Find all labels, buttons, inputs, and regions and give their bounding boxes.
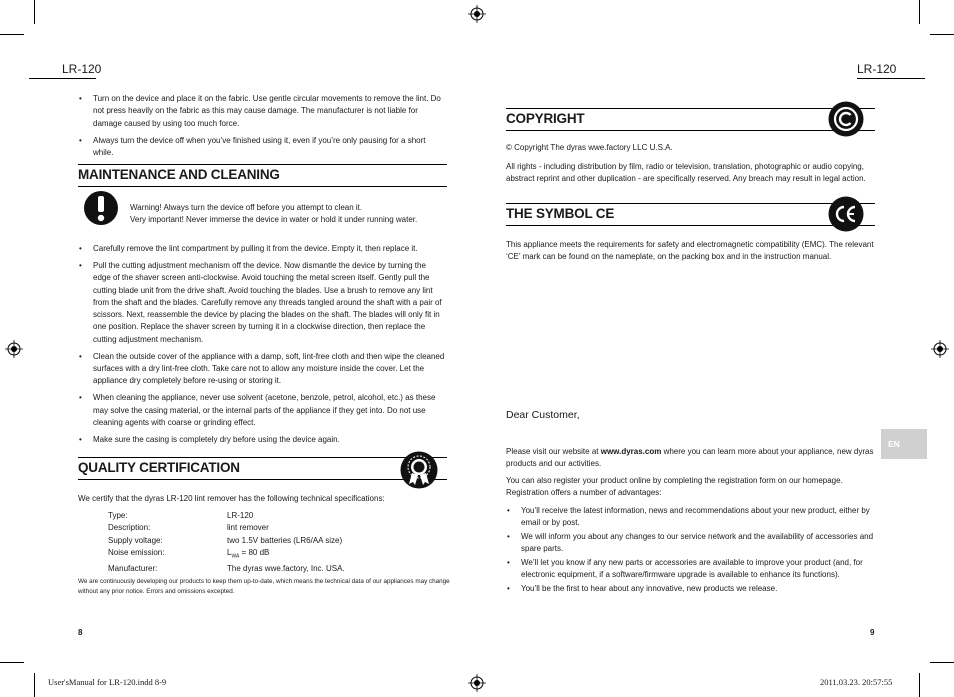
visit-text-pre: Please visit our website at (506, 447, 601, 456)
crop-mark (930, 34, 954, 35)
warning-text (130, 202, 450, 226)
header-rule (29, 78, 96, 79)
copyright-text: All rights - including distribution by film, radio or television, translation, photographic or audio copying, abstract reprint and other duplication - are specifically reserved. Any breach may result in legal action. (506, 162, 866, 183)
crop-mark (0, 34, 24, 35)
list-item: • When cleaning the appliance, never use solvent (acetone, benzole, petrol, alcohol, etc.) as these may solve the casing material, or the internal parts of the appliance if they get into. Do not use cleaning agents with coarse or grinding effect. (79, 392, 445, 429)
maintenance-list (79, 243, 445, 451)
spec-value-subscript: WA (231, 553, 240, 560)
list-item: • Always turn the device off when you’ve finished using it, even if you’re only pausing for a short while. (79, 135, 445, 160)
spec-label: Noise emission: (108, 547, 165, 557)
registration-mark-icon (931, 340, 949, 358)
section-rule (506, 203, 875, 204)
list-item: • Turn on the device and place it on the fabric. Use gentle circular movements to remove the lint. Do not press heavily on the fabric as this may cause damage. The manufacturer is not liable for damage caused by using too much force. (79, 93, 445, 130)
spec-value: lint remover (227, 523, 269, 533)
list-item: • You’ll be the first to hear about any innovative, new products we release. (507, 583, 875, 595)
ce-text: This appliance meets the requirements for safety and electromagnetic compatibility (EMC). The relevant ‘CE’ mark can be found on the nameplate, on the packing box and in the instruction manual. (506, 240, 874, 261)
crop-mark (34, 673, 35, 697)
spec-table (108, 510, 345, 575)
list-item: • Make sure the casing is completely dry before using the device again. (79, 434, 445, 446)
spec-value-tail: = 80 dB (239, 547, 270, 557)
registration-mark-icon (468, 5, 486, 23)
ce-mark-icon (828, 196, 864, 232)
section-rule (78, 457, 447, 458)
list-item: • We will inform you about any changes to our service network and the availability of accessories and spare parts. (507, 531, 875, 556)
warning-line: Warning! Always turn the device off before you attempt to clean it. (130, 203, 363, 212)
section-rule (78, 186, 447, 187)
spec-label: Manufacturer: (108, 563, 158, 573)
website-link[interactable]: www.dyras.com (600, 447, 662, 456)
crop-mark (0, 662, 24, 663)
language-tab: EN (881, 429, 927, 459)
spec-value: two 1.5V batteries (LR6/AA size) (227, 535, 343, 545)
spec-row (108, 547, 345, 563)
spec-label: Supply voltage: (108, 535, 163, 545)
spec-label: Type: (108, 511, 128, 520)
warning-line: Very important! Never immerse the device in water or hold it under running water. (130, 215, 418, 224)
spec-row (108, 522, 345, 534)
list-item: • We’ll let you know if any new parts or accessories are available to improve your product (and, for electronic equipment, if a software/firmware upgrade is available to enhance its functions). (507, 557, 875, 582)
section-rule (506, 225, 875, 226)
crop-mark (930, 662, 954, 663)
page-number: 8 (78, 628, 83, 637)
crop-mark (919, 673, 920, 697)
spec-value: The dyras wwe.factory, Inc. USA. (227, 563, 345, 573)
list-item: • Carefully remove the lint compartment by pulling it from the device. Empty it, then replace it. (79, 243, 445, 255)
warning-icon (83, 190, 119, 226)
crop-mark (919, 0, 920, 24)
footer-timestamp: 2011.03.23. 20:57:55 (820, 677, 893, 687)
spec-value-symbol: L (227, 547, 232, 557)
quality-award-icon (400, 451, 438, 489)
spec-value: LR-120 (227, 511, 254, 520)
section-title: MAINTENANCE AND CLEANING (78, 167, 280, 182)
spec-value (227, 547, 269, 563)
quality-intro: We certify that the dyras LR-120 lint remover has the following technical specifications: (78, 494, 385, 503)
spec-label: Description: (108, 523, 151, 533)
section-rule (506, 108, 875, 109)
greeting: Dear Customer, (506, 409, 580, 421)
header-rule (857, 78, 925, 79)
list-item: • You’ll receive the latest information, news and recommendations about your new product, either by email or by post. (507, 505, 875, 530)
registration-mark-icon (468, 674, 486, 692)
page-number: 9 (870, 628, 875, 637)
register-text: You can also register your product online by completing the registration form on our homepage. Registration offers a number of advantages: (506, 476, 843, 497)
copyright-line: © Copyright The dyras wwe.factory LLC U.S.A. (506, 143, 673, 152)
spec-row (108, 563, 345, 575)
spec-row (108, 510, 345, 522)
advantages-list (507, 505, 875, 597)
list-item: • Clean the outside cover of the appliance with a damp, soft, lint-free cloth and then wipe the cleaned surfaces with a dry lint-free cloth. Take care not to allow any moisture inside the cover. Let the appliance dry completely before re-using or storing it. (79, 351, 445, 388)
intro-section (79, 93, 445, 164)
section-title: COPYRIGHT (506, 111, 585, 126)
section-title: THE SYMBOL CE (506, 206, 615, 221)
section-rule (506, 130, 875, 131)
visit-text (506, 446, 876, 470)
model-label: LR-120 (857, 62, 897, 76)
copyright-icon (828, 101, 864, 137)
spec-row (108, 535, 345, 547)
registration-mark-icon (5, 340, 23, 358)
list-item: • Pull the cutting adjustment mechanism off the device. Now dismantle the device by turning the edge of the shaver screen anti-clockwise. Avoid touching the metal screen itself. Gently pull the cutting blade unit from the drive shaft. Avoid touching the blades. Use a brush to remove any lint from the shaft and the blades. Carefully remove any threads tangled around the shaft with a pair of scissors. Next, reassemble the device by placing the blades on the shaft. The blades will only fit in one position. Replace the shaver screen by turning it in a clockwise direction, then replace the cutting adjustment mechanism. (79, 260, 445, 346)
crop-mark (34, 0, 35, 24)
visit-text-post: where you can learn more about your appliance, new dyras products and our activities. (506, 447, 874, 468)
section-rule (78, 479, 447, 480)
disclaimer: We are continuously developing our products to keep them up-to-date, which means the technical data of our appliances may change without any prior notice. Errors and omissions excepted. (78, 578, 450, 595)
section-title: QUALITY CERTIFICATION (78, 460, 240, 475)
model-label: LR-120 (62, 62, 102, 76)
footer-file: User'sManual for LR-120.indd 8-9 (48, 677, 167, 687)
section-rule (78, 164, 447, 165)
